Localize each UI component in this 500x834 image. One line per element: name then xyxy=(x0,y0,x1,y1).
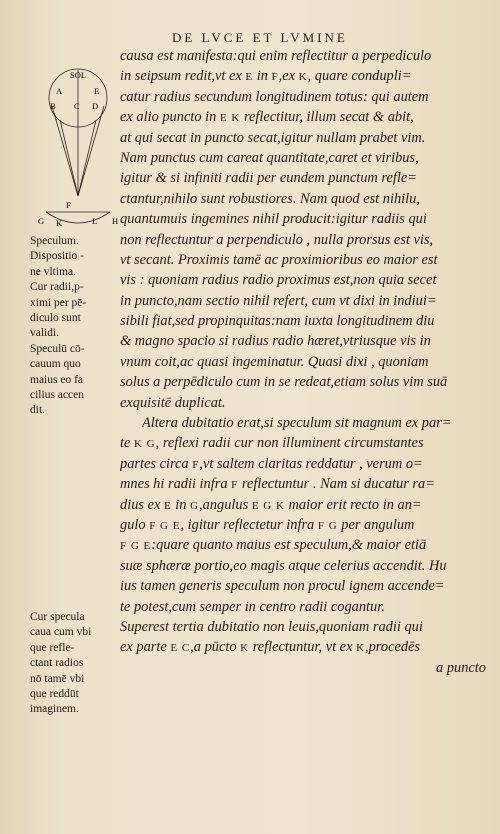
label-h: H xyxy=(112,216,119,226)
text-line xyxy=(120,107,486,127)
text-line xyxy=(120,474,486,494)
text-segment: :quare quanto maius est speculum,& maior etiā xyxy=(151,537,427,554)
text-line xyxy=(120,556,486,576)
text-line xyxy=(120,413,486,433)
text-line xyxy=(120,576,486,596)
text-segment: ,procedēs xyxy=(365,639,421,656)
marginal-notes-lower xyxy=(30,610,116,718)
text-segment: , quare condupli= xyxy=(307,68,412,85)
diagram-reference: E xyxy=(245,71,254,84)
label-g: G xyxy=(38,216,45,226)
margin-note-line: Cur specula xyxy=(30,611,85,623)
margin-note-line: imaginem. xyxy=(30,703,79,716)
margin-note-line: validi. xyxy=(30,327,60,340)
label-a: A xyxy=(56,86,63,96)
text-segment: partes circa xyxy=(120,455,193,472)
text-segment: in puncto,nam sectio nihil refert, cum vt dixi in indiui= xyxy=(120,292,437,309)
text-segment: Altera dubitatio erat,si speculum sit magnum ex par= xyxy=(142,415,452,432)
label-d: D xyxy=(92,101,99,111)
diagram-reference: G xyxy=(190,499,200,512)
margin-note-line: que refle- xyxy=(30,641,75,654)
margin-note-line: ne vltima. xyxy=(30,265,76,278)
diagram-reference: E K xyxy=(219,112,241,125)
text-line xyxy=(120,495,486,515)
label-k: K xyxy=(56,218,63,228)
margin-note-line: Speculū cō- xyxy=(30,342,85,355)
text-segment: gulo xyxy=(120,516,150,533)
margin-note-line: ctant radios xyxy=(30,657,84,670)
text-line xyxy=(120,189,486,209)
text-segment: vt secant. Proximis tamē ac proximioribus eo maior est xyxy=(120,251,438,268)
diagram-reference: F xyxy=(271,71,279,84)
text-line xyxy=(120,515,486,535)
margin-note-line: cilius accen xyxy=(30,388,84,401)
running-header: DE LVCE ET LVMINE xyxy=(172,30,348,45)
margin-note-line: cauum quo xyxy=(30,358,81,371)
text-segment: quantumuis ingemines nihil producit:igitur radiis qui xyxy=(120,211,427,228)
text-line xyxy=(120,291,486,311)
text-line xyxy=(120,168,486,188)
margin-note-line: diculo sunt xyxy=(30,311,81,324)
margin-note-line: Speculum. xyxy=(30,235,79,247)
text-line xyxy=(120,393,486,413)
text-segment: Superest tertia dubitatio non leuis,quoniam radii qui xyxy=(120,618,423,635)
text-segment: ex alio puncto in xyxy=(120,109,220,126)
text-line xyxy=(120,454,486,474)
text-line xyxy=(120,535,486,555)
text-segment: in xyxy=(171,496,191,513)
diagram-reference: K xyxy=(356,642,366,655)
text-segment: , reflexi radii cur non illuminent circumstantes xyxy=(155,435,424,452)
text-segment: non reflectuntur a perpendiculo , nulla prorsus est vis, xyxy=(120,231,434,248)
diagram-reference: K xyxy=(298,71,308,84)
marginal-notes-upper xyxy=(30,234,116,419)
diagram-reference: F G E xyxy=(120,540,152,553)
diagram-reference: E xyxy=(163,499,172,512)
text-line xyxy=(120,128,486,148)
text-line xyxy=(120,87,486,107)
text-line xyxy=(120,230,486,250)
text-segment: ,angulus xyxy=(199,496,252,513)
text-segment: solus a perpēdiculo cum in se redeat,etiam solus vim suā xyxy=(120,374,448,391)
text-segment: reflectitur, illum secat & abit, xyxy=(240,109,414,126)
text-line xyxy=(120,372,486,392)
diagram-reference: F G xyxy=(317,519,338,532)
text-segment: , igitur reflectetur infra xyxy=(180,516,318,533)
diagram-reference: K xyxy=(240,642,250,655)
text-segment: sibili fiat,sed propinquitas:nam iuxta longitudinem diu xyxy=(120,313,435,330)
main-text-block xyxy=(120,46,486,678)
text-segment: causa est manifesta:qui enim reflectitur a perpediculo xyxy=(120,48,432,64)
text-segment: reflectuntur, vt ex xyxy=(249,639,357,656)
text-segment: ex parte xyxy=(120,639,171,656)
text-segment: mnes hi radii infra xyxy=(120,476,232,493)
text-segment: Nam punctus cum careat quantitate,caret et viribus, xyxy=(120,149,419,166)
label-l: L xyxy=(92,216,98,226)
text-segment: per angulum xyxy=(337,516,415,533)
text-segment: vis : quoniam radius radio proximus est,non quia secet xyxy=(120,272,437,289)
label-sol: SOL xyxy=(70,70,87,80)
text-line xyxy=(120,46,486,66)
text-line xyxy=(120,658,486,678)
text-line xyxy=(120,597,486,617)
text-segment: reflectuntur . Nam si ducatur ra= xyxy=(238,476,435,493)
diagram-reference: E C xyxy=(170,642,191,655)
text-line xyxy=(120,352,486,372)
text-segment: te potest,cum semper in centro radii cogantur. xyxy=(120,598,385,615)
diagram-reference: F G E xyxy=(149,519,181,532)
margin-note-line: Cur radii,p- xyxy=(30,281,84,294)
text-line xyxy=(120,270,486,290)
margin-note-line: que reddūt xyxy=(30,687,79,700)
text-segment: & magno spacio si radius radio hæret,vtriusque vis in xyxy=(120,333,431,350)
text-segment: igitur & si infiniti radii per eundem punctum refle= xyxy=(120,170,417,187)
label-e: E xyxy=(94,86,100,96)
text-segment: at qui secat in puncto secat,igitur nullam prabet vim. xyxy=(120,129,426,146)
text-segment: in seipsum redit,vt ex xyxy=(120,68,246,85)
label-c: C xyxy=(74,101,80,111)
text-segment: exquisitē duplicat. xyxy=(120,394,226,411)
text-line xyxy=(120,617,486,637)
sphere-mirror-diagram xyxy=(36,64,120,228)
diagram-reference: F xyxy=(192,458,200,471)
text-segment: te xyxy=(120,435,134,452)
diagram-reference: F xyxy=(231,479,239,492)
text-line xyxy=(120,148,486,168)
text-segment: vnum coit,ac quasi ingeminatur. Quasi dixi , quoniam xyxy=(120,353,429,370)
label-b: B xyxy=(50,101,56,111)
text-segment: suæ sphæræ portio,eo magis atque celerius accendit. Hu xyxy=(120,557,447,574)
diagram-reference: E G K xyxy=(251,499,285,512)
text-line xyxy=(120,311,486,331)
text-line xyxy=(120,637,486,657)
diagram-reference: K G xyxy=(133,438,156,451)
text-line xyxy=(120,433,486,453)
label-f: F xyxy=(66,200,71,210)
margin-note-line: nō tamē vbi xyxy=(30,672,85,685)
text-segment: dius ex xyxy=(120,496,164,513)
text-segment: ,vt saltem claritas reddatur , verum o= xyxy=(199,455,423,472)
text-segment: ,a pūcto xyxy=(190,639,241,656)
text-segment: ius tamen generis speculum non procul ignem accende= xyxy=(120,578,445,595)
text-line xyxy=(120,250,486,270)
text-segment: catur radius secundum longitudinem totus: qui autem xyxy=(120,88,429,105)
margin-note-line: caua cum vbi xyxy=(30,626,92,639)
text-segment: a puncto xyxy=(436,659,486,676)
margin-note-line: ximi per pē- xyxy=(30,296,87,309)
text-line xyxy=(120,66,486,86)
margin-note-line: dit. xyxy=(30,404,46,417)
text-segment: ,ex xyxy=(278,68,299,85)
margin-note-line: maius eo fa xyxy=(30,373,84,386)
margin-note-line: Dispositio - xyxy=(30,250,84,263)
text-segment: ctantur,nihilo sunt robustiores. Nam quod est nihilu, xyxy=(120,190,420,207)
text-line xyxy=(120,209,486,229)
text-segment: in xyxy=(253,68,272,85)
text-line xyxy=(120,331,486,351)
text-segment: maior erit recto in an= xyxy=(284,496,422,513)
